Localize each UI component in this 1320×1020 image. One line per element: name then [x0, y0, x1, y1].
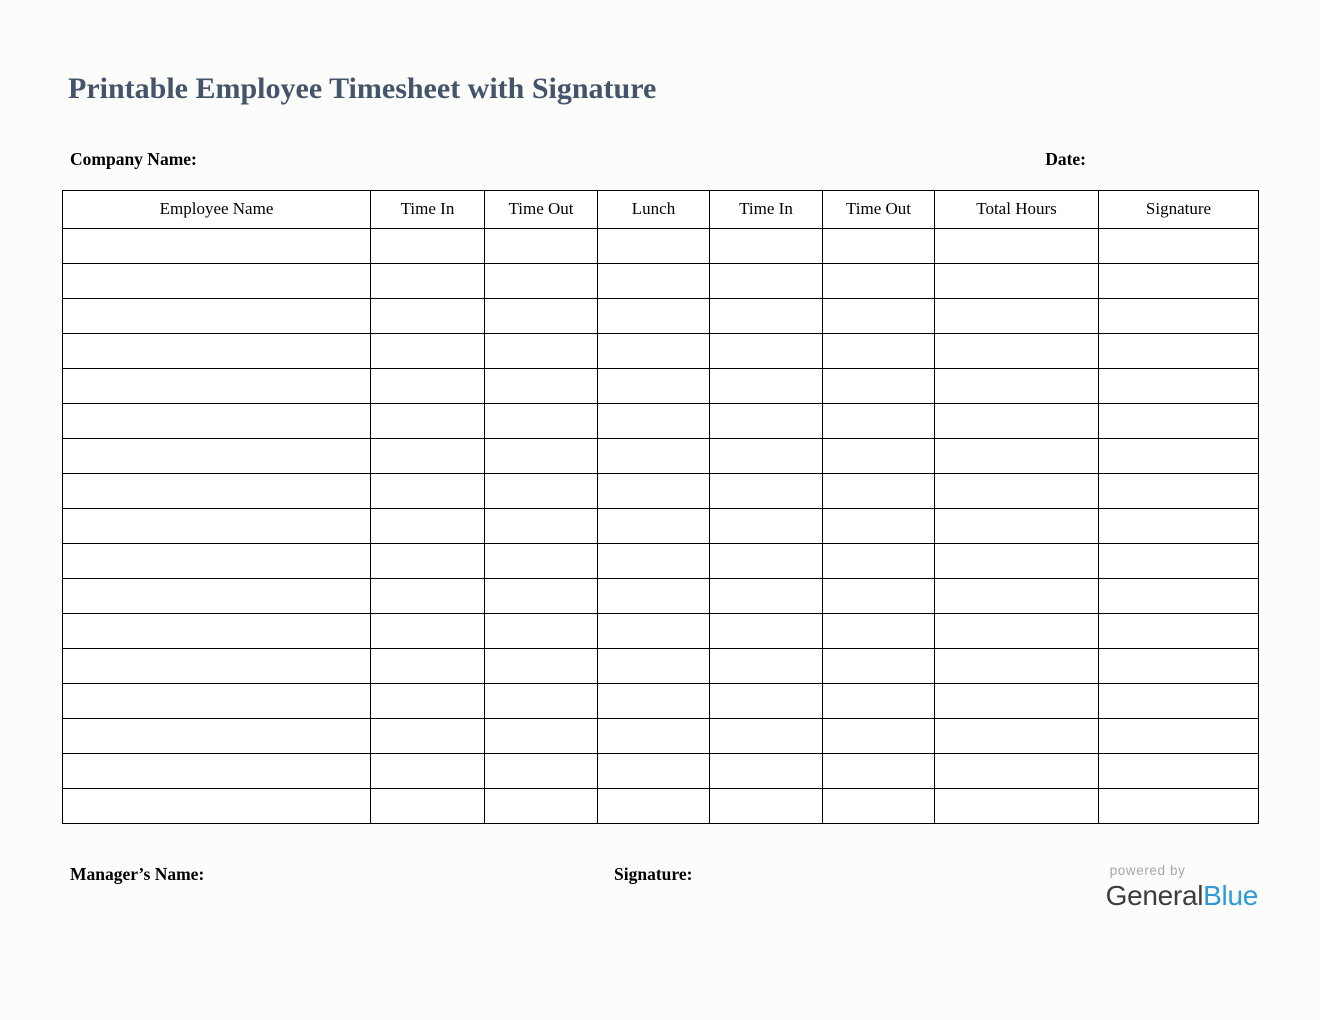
- empty-cell: [371, 508, 485, 543]
- empty-cell: [598, 228, 710, 263]
- company-name-label: Company Name:: [70, 148, 197, 169]
- empty-cell: [710, 228, 823, 263]
- date-label: Date:: [1045, 148, 1086, 169]
- empty-cell: [823, 578, 935, 613]
- empty-cell: [598, 508, 710, 543]
- empty-cell: [823, 648, 935, 683]
- empty-cell: [935, 368, 1099, 403]
- empty-cell: [371, 473, 485, 508]
- empty-cell: [63, 753, 371, 788]
- empty-cell: [710, 333, 823, 368]
- empty-cell: [485, 403, 598, 438]
- empty-cell: [371, 298, 485, 333]
- empty-cell: [935, 473, 1099, 508]
- empty-cell: [598, 403, 710, 438]
- empty-cell: [935, 718, 1099, 753]
- empty-cell: [710, 543, 823, 578]
- empty-cell: [1099, 788, 1259, 823]
- empty-cell: [710, 298, 823, 333]
- empty-cell: [598, 263, 710, 298]
- empty-cell: [63, 683, 371, 718]
- empty-cell: [598, 613, 710, 648]
- empty-cell: [485, 333, 598, 368]
- empty-cell: [1099, 333, 1259, 368]
- empty-cell: [371, 718, 485, 753]
- empty-cell: [485, 648, 598, 683]
- empty-cell: [371, 333, 485, 368]
- empty-cell: [823, 263, 935, 298]
- empty-cell: [823, 333, 935, 368]
- empty-cell: [63, 613, 371, 648]
- empty-cell: [63, 788, 371, 823]
- column-header-total-hours-6: Total Hours: [935, 190, 1099, 228]
- empty-cell: [598, 368, 710, 403]
- empty-cell: [598, 648, 710, 683]
- table-row: [63, 263, 1259, 298]
- empty-cell: [485, 788, 598, 823]
- empty-cell: [63, 508, 371, 543]
- empty-cell: [485, 263, 598, 298]
- column-header-time-out-2: Time Out: [485, 190, 598, 228]
- empty-cell: [485, 473, 598, 508]
- empty-cell: [935, 438, 1099, 473]
- empty-cell: [371, 403, 485, 438]
- empty-cell: [63, 543, 371, 578]
- empty-cell: [1099, 543, 1259, 578]
- empty-cell: [1099, 613, 1259, 648]
- brand-text: [1106, 881, 1258, 912]
- empty-cell: [371, 228, 485, 263]
- empty-cell: [710, 753, 823, 788]
- empty-cell: [485, 228, 598, 263]
- table-row: [63, 508, 1259, 543]
- empty-cell: [1099, 298, 1259, 333]
- empty-cell: [935, 228, 1099, 263]
- empty-cell: [371, 788, 485, 823]
- table-header-row: [63, 190, 1259, 228]
- meta-row: [62, 149, 1258, 170]
- column-header-signature-7: Signature: [1099, 190, 1259, 228]
- empty-cell: [63, 368, 371, 403]
- table-row: [63, 438, 1259, 473]
- empty-cell: [598, 788, 710, 823]
- empty-cell: [485, 613, 598, 648]
- column-header-employee-name-0: Employee Name: [63, 190, 371, 228]
- table-row: [63, 753, 1259, 788]
- empty-cell: [710, 648, 823, 683]
- empty-cell: [935, 683, 1099, 718]
- empty-cell: [485, 508, 598, 543]
- column-header-time-in-1: Time In: [371, 190, 485, 228]
- table-row: [63, 368, 1259, 403]
- empty-cell: [823, 683, 935, 718]
- empty-cell: [710, 718, 823, 753]
- empty-cell: [823, 473, 935, 508]
- empty-cell: [710, 403, 823, 438]
- empty-cell: [823, 753, 935, 788]
- empty-cell: [485, 438, 598, 473]
- empty-cell: [710, 438, 823, 473]
- empty-cell: [1099, 438, 1259, 473]
- empty-cell: [371, 613, 485, 648]
- empty-cell: [63, 228, 371, 263]
- table-row: [63, 613, 1259, 648]
- empty-cell: [823, 508, 935, 543]
- empty-cell: [935, 403, 1099, 438]
- empty-cell: [1099, 403, 1259, 438]
- empty-cell: [1099, 718, 1259, 753]
- empty-cell: [1099, 578, 1259, 613]
- empty-cell: [935, 753, 1099, 788]
- empty-cell: [598, 718, 710, 753]
- brand-second-word: Blue: [1203, 879, 1258, 911]
- table-row: [63, 298, 1259, 333]
- empty-cell: [63, 473, 371, 508]
- table-header: [63, 190, 1259, 228]
- empty-cell: [485, 368, 598, 403]
- brand-first-word: General: [1105, 879, 1204, 911]
- empty-cell: [371, 753, 485, 788]
- column-header-lunch-3: Lunch: [598, 190, 710, 228]
- empty-cell: [371, 543, 485, 578]
- empty-cell: [935, 298, 1099, 333]
- column-header-time-in-4: Time In: [710, 190, 823, 228]
- empty-cell: [823, 718, 935, 753]
- table-row: [63, 228, 1259, 263]
- empty-cell: [598, 683, 710, 718]
- table-row: [63, 403, 1259, 438]
- empty-cell: [598, 473, 710, 508]
- empty-cell: [710, 613, 823, 648]
- empty-cell: [823, 613, 935, 648]
- empty-cell: [371, 648, 485, 683]
- empty-cell: [1099, 508, 1259, 543]
- empty-cell: [371, 578, 485, 613]
- table-row: [63, 473, 1259, 508]
- empty-cell: [485, 753, 598, 788]
- table-row: [63, 718, 1259, 753]
- empty-cell: [63, 648, 371, 683]
- empty-cell: [371, 438, 485, 473]
- empty-cell: [371, 368, 485, 403]
- empty-cell: [935, 578, 1099, 613]
- empty-cell: [823, 403, 935, 438]
- empty-cell: [710, 683, 823, 718]
- empty-cell: [598, 438, 710, 473]
- empty-cell: [63, 298, 371, 333]
- table-row: [63, 543, 1259, 578]
- empty-cell: [935, 333, 1099, 368]
- empty-cell: [63, 263, 371, 298]
- empty-cell: [63, 403, 371, 438]
- empty-cell: [1099, 473, 1259, 508]
- table-row: [63, 578, 1259, 613]
- empty-cell: [710, 578, 823, 613]
- empty-cell: [63, 718, 371, 753]
- table-row: [63, 788, 1259, 823]
- general-blue-logo: [1106, 864, 1258, 912]
- empty-cell: [485, 543, 598, 578]
- empty-cell: [823, 788, 935, 823]
- empty-cell: [598, 543, 710, 578]
- empty-cell: [710, 473, 823, 508]
- empty-cell: [710, 508, 823, 543]
- empty-cell: [485, 683, 598, 718]
- empty-cell: [935, 543, 1099, 578]
- empty-cell: [823, 298, 935, 333]
- empty-cell: [598, 753, 710, 788]
- empty-cell: [63, 578, 371, 613]
- empty-cell: [710, 788, 823, 823]
- empty-cell: [823, 368, 935, 403]
- empty-cell: [598, 578, 710, 613]
- empty-cell: [485, 578, 598, 613]
- empty-cell: [1099, 753, 1259, 788]
- empty-cell: [371, 263, 485, 298]
- empty-cell: [1099, 648, 1259, 683]
- manager-name-label: Manager’s Name:: [70, 863, 205, 884]
- empty-cell: [1099, 228, 1259, 263]
- table-row: [63, 648, 1259, 683]
- empty-cell: [823, 438, 935, 473]
- signature-label: Signature:: [614, 863, 693, 884]
- powered-by-text: powered by: [1109, 863, 1186, 878]
- footer-row: [62, 864, 1258, 888]
- empty-cell: [935, 508, 1099, 543]
- empty-cell: [823, 228, 935, 263]
- table-body: [63, 228, 1259, 823]
- empty-cell: [371, 683, 485, 718]
- empty-cell: [935, 788, 1099, 823]
- empty-cell: [1099, 368, 1259, 403]
- empty-cell: [1099, 263, 1259, 298]
- table-row: [63, 683, 1259, 718]
- empty-cell: [598, 298, 710, 333]
- empty-cell: [598, 333, 710, 368]
- empty-cell: [485, 298, 598, 333]
- empty-cell: [935, 263, 1099, 298]
- empty-cell: [935, 613, 1099, 648]
- empty-cell: [63, 438, 371, 473]
- timesheet-table: [62, 190, 1259, 824]
- column-header-time-out-5: Time Out: [823, 190, 935, 228]
- empty-cell: [1099, 683, 1259, 718]
- empty-cell: [935, 648, 1099, 683]
- empty-cell: [63, 333, 371, 368]
- empty-cell: [485, 718, 598, 753]
- empty-cell: [710, 263, 823, 298]
- empty-cell: [710, 368, 823, 403]
- page-title: Printable Employee Timesheet with Signature: [68, 72, 657, 105]
- table-row: [63, 333, 1259, 368]
- empty-cell: [823, 543, 935, 578]
